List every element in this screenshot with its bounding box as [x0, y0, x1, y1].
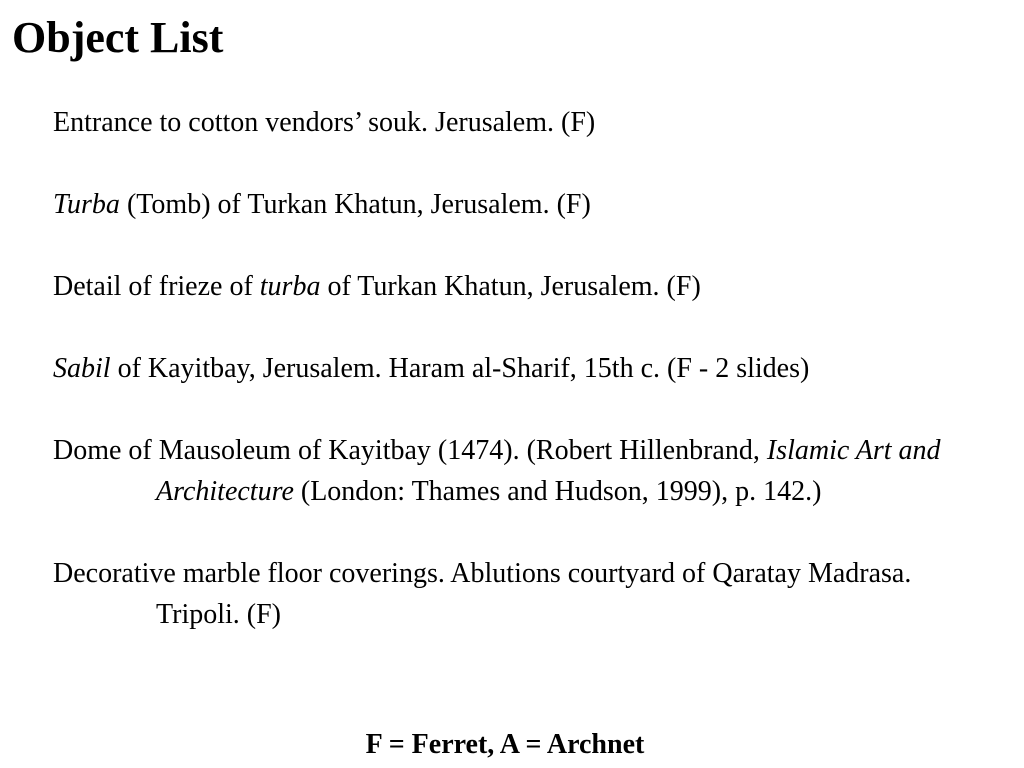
entry-text: of Turkan Khatun, Jerusalem. (F) [320, 271, 701, 302]
entry-text: of Kayitbay, Jerusalem. Haram al-Sharif, 15th c. (F - 2 slides) [110, 353, 810, 384]
entry-italic-text: Islamic Art and Architecture [156, 435, 941, 507]
list-item [53, 184, 993, 225]
entry-italic-text: turba [259, 271, 321, 302]
entry-text: Entrance to cotton vendors’ souk. Jerusalem. (F) [53, 107, 596, 138]
list-item [53, 348, 993, 389]
list-item [53, 430, 993, 512]
entry-text: Detail of frieze of [53, 271, 260, 302]
list-item [53, 553, 993, 635]
entry-text: (London: Thames and Hudson, 1999), p. 142.) [293, 476, 822, 507]
entry-text: Decorative marble floor coverings. Ablutions courtyard of Qaratay Madrasa. Tripoli. (F) [53, 558, 912, 630]
page-title: Object List [12, 13, 224, 62]
legend-footer: F = Ferret, A = Archnet [365, 729, 645, 760]
object-list [53, 102, 993, 635]
entry-italic-text: Turba [53, 189, 120, 220]
list-item [53, 102, 993, 143]
entry-italic-text: Sabil [53, 353, 111, 384]
entry-text: (Tomb) of Turkan Khatun, Jerusalem. (F) [119, 189, 591, 220]
list-item [53, 266, 993, 307]
entry-text: Dome of Mausoleum of Kayitbay (1474). (Robert Hillenbrand, [53, 435, 767, 466]
